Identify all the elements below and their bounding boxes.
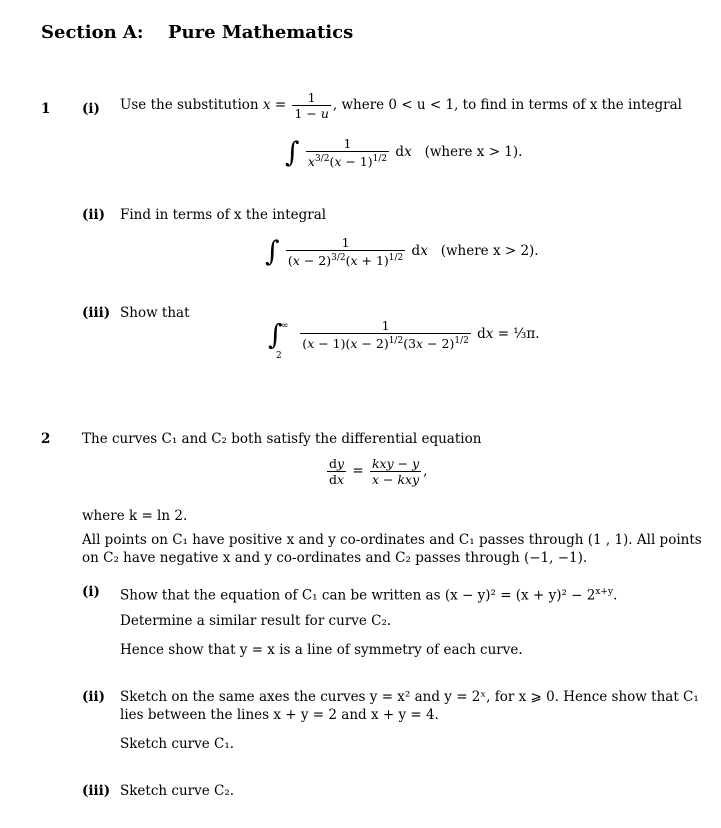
q2-part-ii-line3: Sketch curve C₁.	[120, 736, 235, 752]
q1-part-ii-text: Find in terms of x the integral	[120, 207, 327, 223]
integral-ii-condition: (where x > 2).	[440, 243, 539, 260]
q2-part-i-label: (i)	[82, 584, 100, 600]
q2-part-i-line2: Determine a similar result for curve C₂.	[120, 613, 392, 629]
q2-where: where k = ln 2.	[82, 508, 188, 524]
integral-ii: ∫ $\frac{1}{(x - 2)^{3/2}(x + 1)^{1/2}}$ dx (where x > 2).	[265, 234, 539, 269]
q1-part-iii-text: Show that	[120, 305, 190, 321]
q2-part-iii-text: Sketch curve C₂.	[120, 783, 235, 799]
q1-part-i-text: Use the substitution x = $\frac{1}{1 - u}$ , where 0 < u < 1, to find in terms of x the integral	[120, 90, 682, 121]
integral-iii: ∫ ∞ 2 $\frac{1}{(x - 1)(x - 2)^{1/2}(3x - 2)^{1/2}}$ dx = ⅓π.	[268, 317, 540, 361]
q1-part-ii-label: (ii)	[82, 207, 106, 223]
q1-i-text-a: Use the substitution	[120, 97, 263, 113]
substitution-fraction: $\frac{1}{1 - u}$	[294, 90, 329, 121]
q2-number: 2	[41, 431, 51, 447]
q2-points-line2: on C₂ have negative x and y co-ordinates and C₂ passes through (−1, −1).	[82, 550, 588, 566]
q1-part-i-label: (i)	[82, 101, 100, 117]
integral-i-condition: (where x > 1).	[424, 144, 523, 161]
section-title: Pure Mathematics	[168, 22, 354, 43]
q2-points-line1: All points on C₁ have positive x and y co-ordinates and C₁ passes through (1 , 1). All points	[82, 532, 702, 548]
integral-iii-result: = ⅓π.	[497, 326, 540, 343]
q2-part-i-line3: Hence show that y = x is a line of symmetry of each curve.	[120, 642, 523, 658]
q2-part-ii-label: (ii)	[82, 689, 106, 705]
q1-i-text-b: , where 0 < u < 1, to find in terms of x the integral	[332, 97, 682, 113]
section-label: Section A:	[41, 22, 144, 43]
q2-part-i-line1: Show that the equation of C₁ can be written as $(x - y)^2 = (x + y)^2 - 2^{x+y}$.	[120, 587, 618, 604]
q2-part-ii-line1: Sketch on the same axes the curves y = x² and y = 2ˣ, for x ⩾ 0. Hence show that C₁	[120, 689, 699, 705]
q2-part-iii-label: (iii)	[82, 783, 111, 799]
differential-equation: $\frac{dy}{dx}$ = $\frac{\text{kxy − y}}{\text{x − kxy}}$ ,	[329, 456, 428, 487]
q2-intro: The curves C₁ and C₂ both satisfy the differential equation	[82, 431, 482, 447]
q2-part-ii-line2: lies between the lines x + y = 2 and x + y = 4.	[120, 707, 439, 723]
q1-part-iii-label: (iii)	[82, 305, 111, 321]
q1-number: 1	[41, 101, 51, 117]
integral-i: ∫ $\frac{1}{x^{3/2}(x - 1)^{1/2}}$ dx (where x > 1).	[285, 135, 523, 170]
